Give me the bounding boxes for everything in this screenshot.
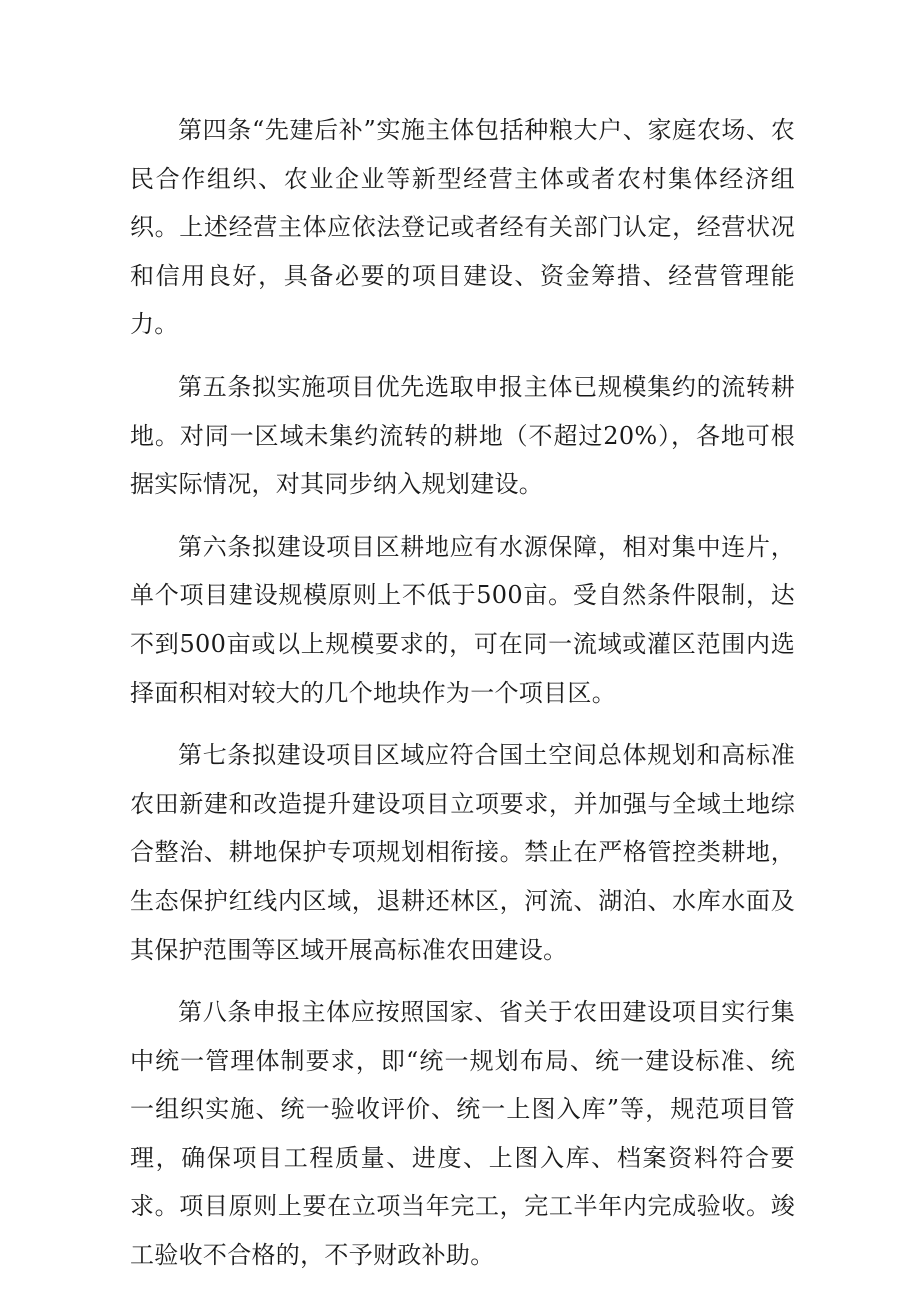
article-7-paragraph: 第七条拟建设项目区域应符合国土空间总体规划和高标准农田新建和改造提升建设项目立项要求，并加强与全域土地综合整治、耕地保护专项规划相衔接。禁止在严格管控类耕地，生态保护红线内区域，退耕还林区，河流、湖泊、水库水面及其保护范围等区域开展高标准农田建设。 [130, 741, 795, 964]
document-body [130, 106, 795, 1294]
article-8-paragraph: 第八条申报主体应按照国家、省关于农田建设项目实行集中统一管理体制要求，即“统一规划布局、统一建设标准、统一组织实施、统一验收评价、统一上图入库”等，规范项目管理，确保项目工程质量、进度、上图入库、档案资料符合要求。项目原则上要在立项当年完工，完工半年内完成验收。竣工验收不合格的，不予财政补助。 [130, 998, 795, 1270]
article-6-paragraph: 第六条拟建设项目区耕地应有水源保障，相对集中连片，单个项目建设规模原则上不低于500亩。受自然条件限制，达不到500亩或以上规模要求的，可在同一流域或灌区范围内选择面积相对较大的几个地块作为一个项目区。 [130, 532, 795, 707]
article-4-paragraph: 第四条“先建后补”实施主体包括种粮大户、家庭农场、农民合作组织、农业企业等新型经营主体或者农村集体经济组织。上述经营主体应依法登记或者经有关部门认定，经营状况和信用良好，具备必要的项目建设、资金筹措、经营管理能力。 [130, 116, 795, 339]
article-5-paragraph: 第五条拟实施项目优先选取申报主体已规模集约的流转耕地。对同一区域未集约流转的耕地（不超过20%），各地可根据实际情况，对其同步纳入规划建设。 [130, 372, 795, 499]
